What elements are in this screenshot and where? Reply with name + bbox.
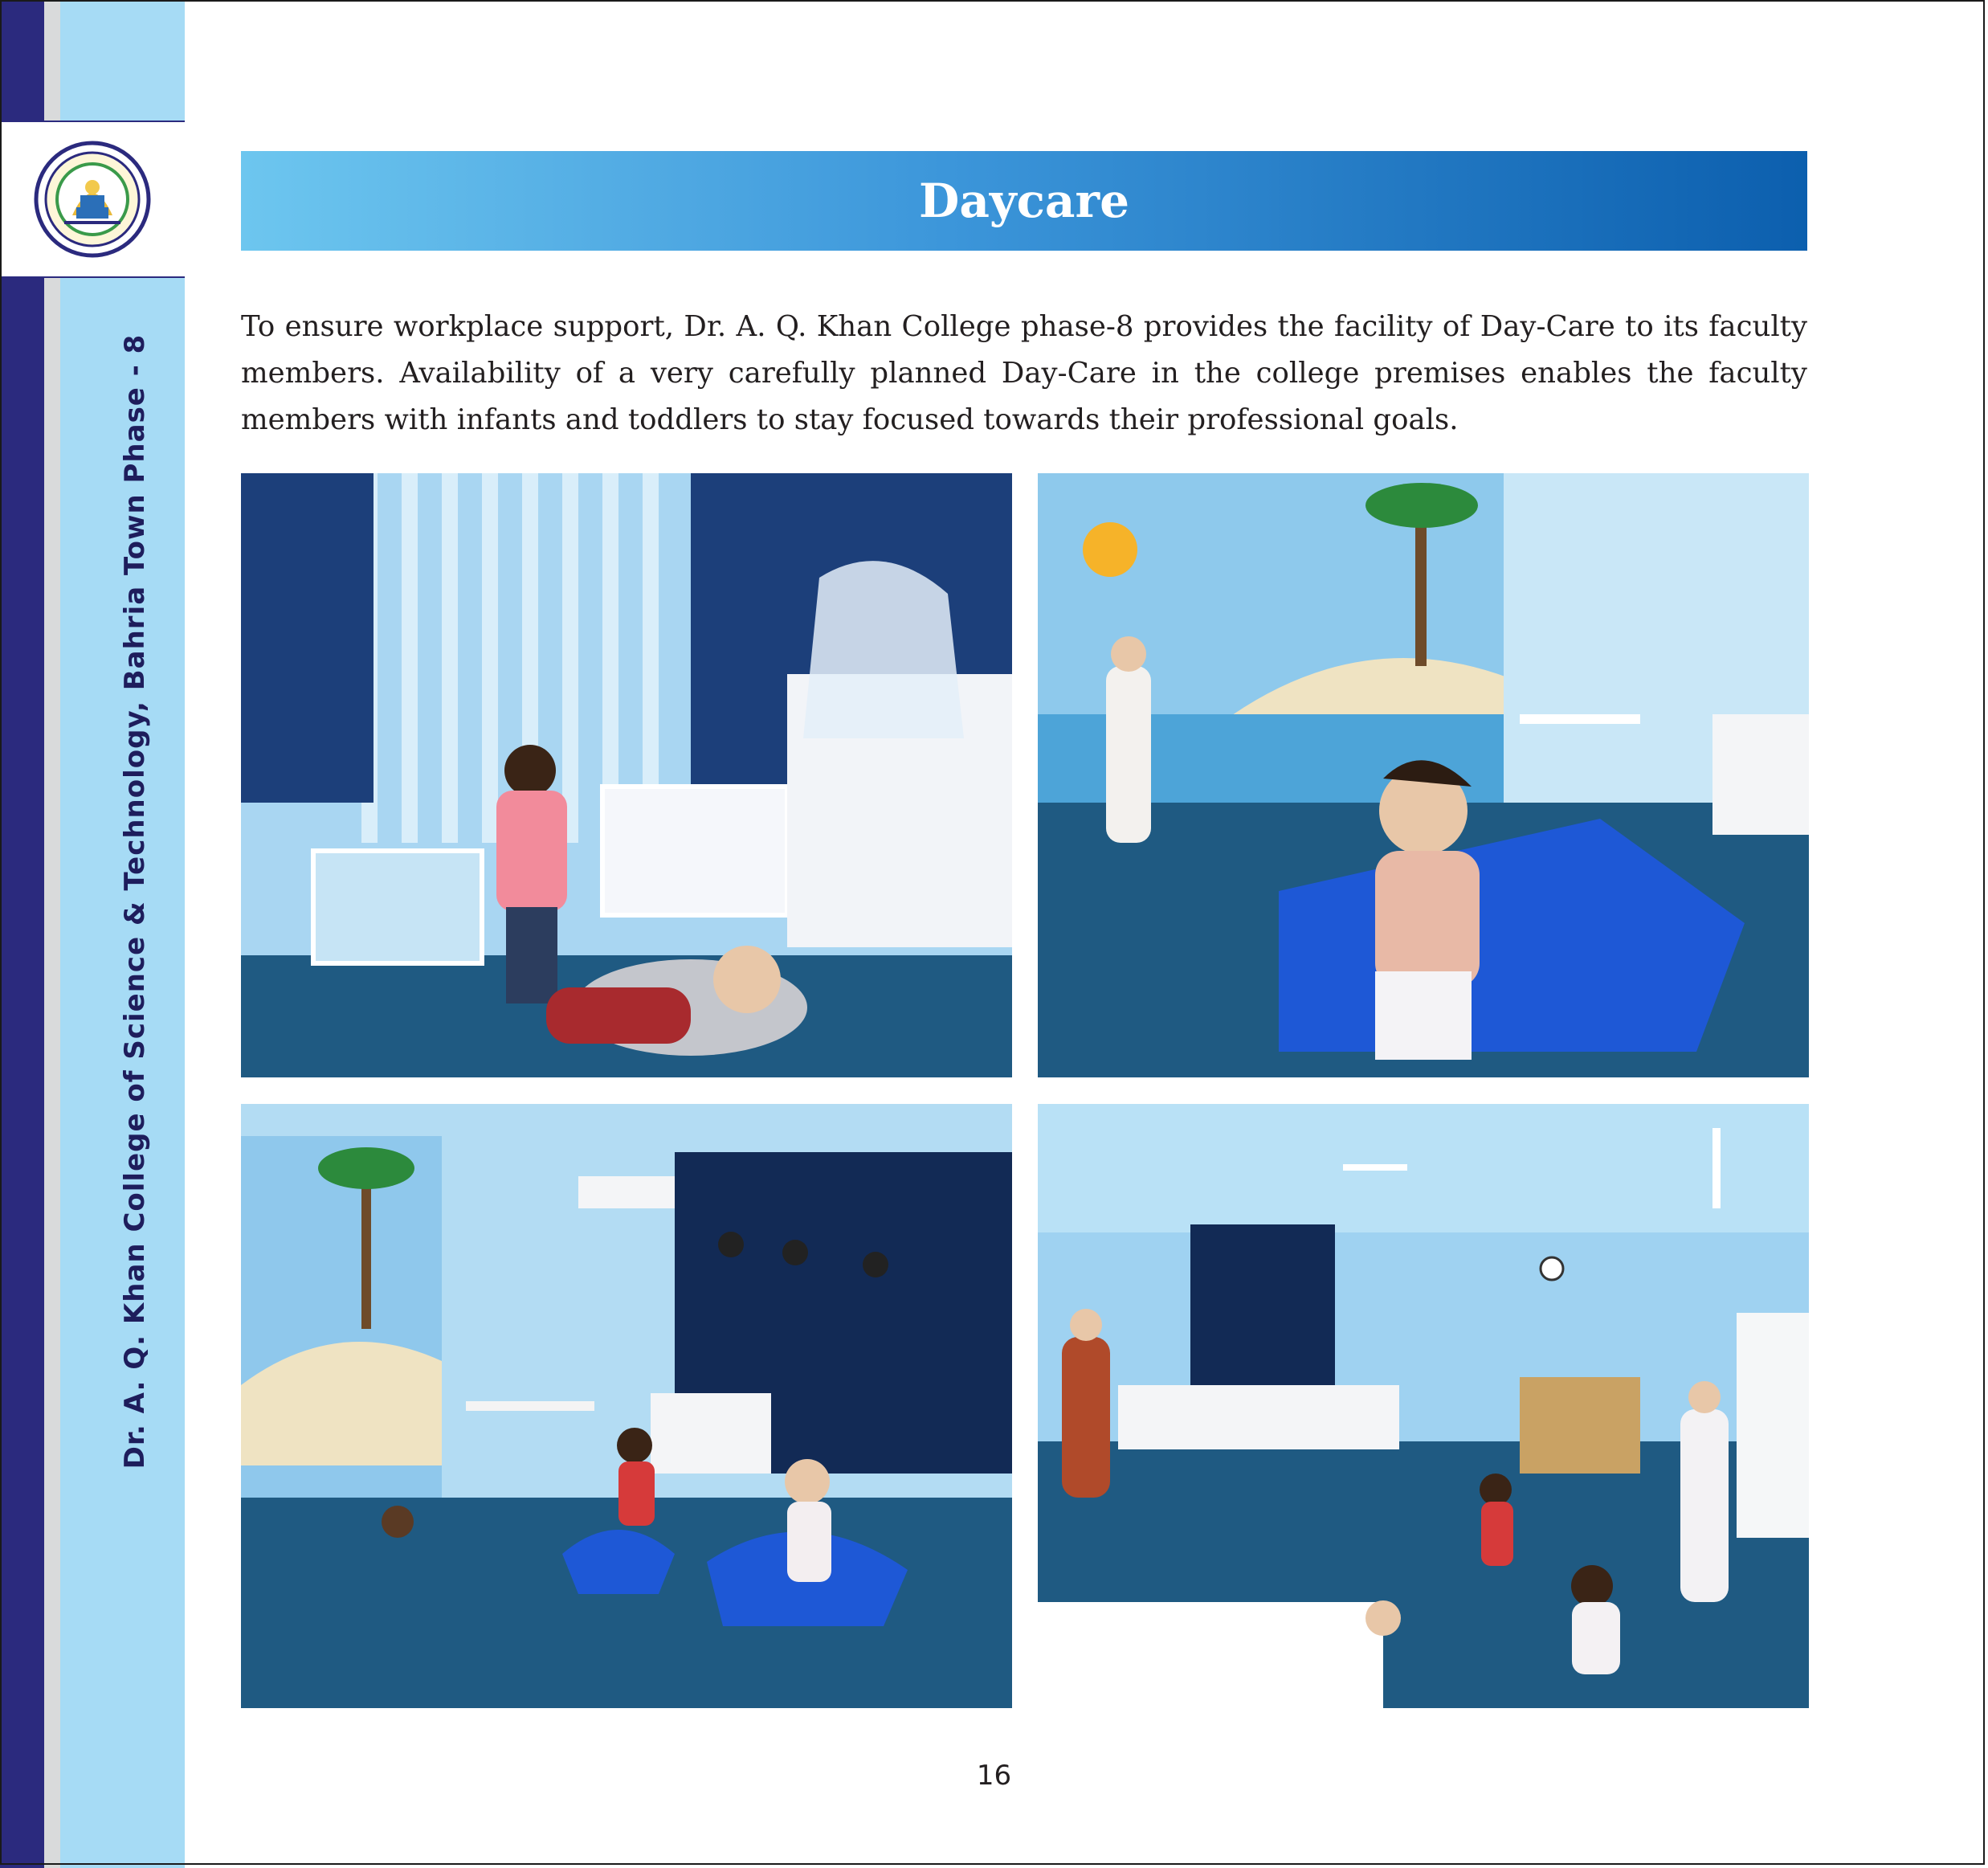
photo-playroom bbox=[241, 1104, 1012, 1708]
daycare-photo-2 bbox=[1038, 473, 1809, 1077]
page-number: 16 bbox=[976, 1760, 1012, 1792]
photo-rocking-toy bbox=[1038, 473, 1809, 1077]
college-logo bbox=[0, 121, 185, 278]
photo-toddler-cribs bbox=[241, 473, 1012, 1077]
section-title: Daycare bbox=[919, 174, 1129, 228]
photo-large-room bbox=[1038, 1104, 1809, 1708]
intro-paragraph: To ensure workplace support, Dr. A. Q. Khan College phase-8 provides the facility of Day-Care to its faculty members. Availability of a very carefully planned Day-Care in the college premises enables the faculty members with infants and toddlers to stay focused towards their professional goals. bbox=[241, 310, 1807, 436]
daycare-photo-4 bbox=[1038, 1104, 1809, 1708]
vertical-college-title: Dr. A. Q. Khan College of Science & Technology, Bahria Town Phase - 8 bbox=[119, 333, 151, 1469]
daycare-photo-1 bbox=[241, 473, 1012, 1077]
daycare-photo-3 bbox=[241, 1104, 1012, 1708]
college-seal-icon bbox=[32, 139, 153, 260]
section-banner bbox=[241, 151, 1807, 251]
sidebar-grey-strip bbox=[44, 0, 60, 1868]
sidebar-navy-strip bbox=[0, 0, 44, 1868]
